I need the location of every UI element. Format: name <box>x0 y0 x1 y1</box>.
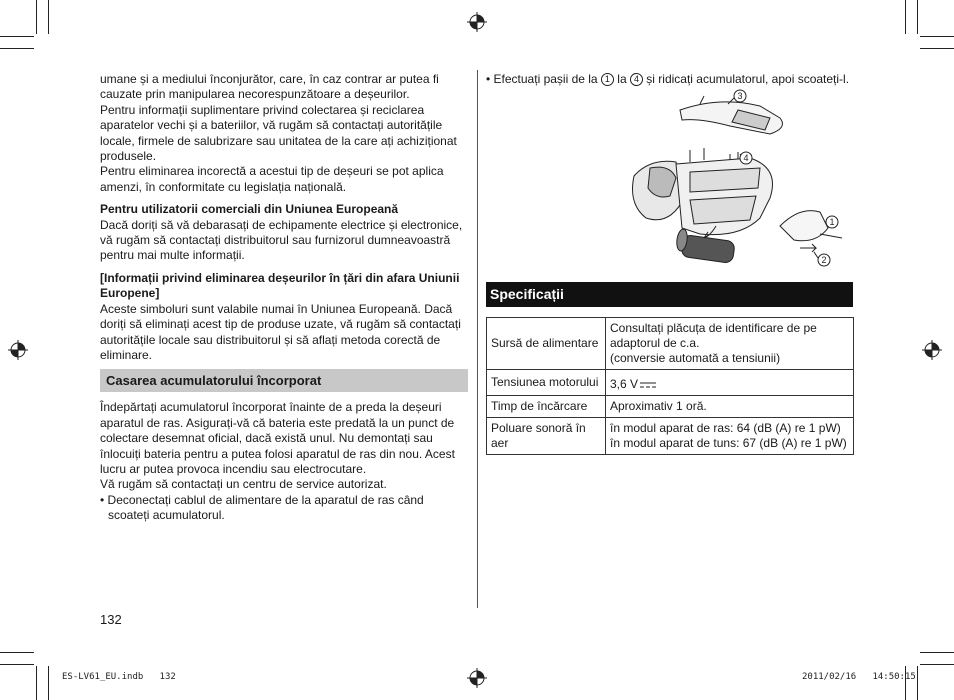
spec-value-cell <box>606 370 854 396</box>
shaver-disassembly-illustration <box>620 88 850 270</box>
registration-mark-icon <box>467 12 487 32</box>
spec-value: 3,6 V <box>610 377 639 391</box>
crop-mark <box>0 36 34 37</box>
subheading-non-eu: [Informații privind eliminarea deșeurilor în țări din afara Uniunii Europene] <box>100 270 460 301</box>
registration-mark-icon <box>467 668 487 688</box>
callout-label: 4 <box>743 153 749 163</box>
registration-mark-icon <box>922 340 942 360</box>
paragraph: Dacă doriți să vă debarasați de echipamente electrice și electronice, vă rugăm să contactați distribuitorul sau furnizorul dumneavoastră pentru mai multe informații. <box>100 217 463 263</box>
crop-mark <box>48 0 49 34</box>
crop-mark <box>36 666 37 700</box>
bullet-item: • Deconectați cablul de alimentare de la aparatul de ras când scoateți acumulatorul. <box>100 492 424 523</box>
paragraph: Pentru informații suplimentare privind colectarea și reciclarea aparatelor vechi și a bateriilor, vă rugăm să contactați autoritățile locale, firmele de salubrizare sau unitatea de la care ați achiziționat produsele. <box>100 102 457 164</box>
slug-file-info: ES-LV61_EU.indb 132 <box>62 672 176 682</box>
crop-mark <box>48 666 49 700</box>
crop-mark <box>0 652 34 653</box>
spec-label: Sursă de alimentare <box>487 318 606 370</box>
table-row <box>487 370 854 396</box>
crop-mark <box>920 48 954 49</box>
section-title-specifications: Specificații <box>486 282 853 307</box>
paragraph: umane și a mediului înconjurător, care, în caz contrar ar putea fi cauzate prin manipularea necorespunzătoare a deșeurilor. <box>100 72 439 102</box>
bullet-text: la <box>613 72 630 86</box>
spec-label: Timp de încărcare <box>487 396 606 418</box>
crop-mark <box>917 0 918 34</box>
paragraph: Pentru eliminarea incorectă a acestui tip de deșeuri se pot aplica amenzi, în conformitate cu legislația națională. <box>100 164 444 194</box>
subheading-eu-commercial: Pentru utilizatorii comerciali din Uniunea Europeană <box>100 202 399 217</box>
right-column <box>486 72 854 87</box>
bullet-text: și ridicați acumulatorul, apoi scoateți-l. <box>642 72 850 86</box>
callout-label: 2 <box>821 255 827 265</box>
crop-mark <box>917 666 918 700</box>
bullet-text: • Efectuați pașii de la <box>486 72 601 86</box>
crop-mark <box>905 0 906 34</box>
column-divider <box>477 70 478 608</box>
spec-value: Consultați plăcuța de identificare de pe adaptorul de c.a. (conversie automată a tensiunii) <box>606 318 854 370</box>
crop-mark <box>920 652 954 653</box>
table-row <box>487 396 854 418</box>
crop-mark <box>920 664 954 665</box>
slug-timestamp: 2011/02/16 14:50:15 <box>802 672 916 682</box>
paragraph: Îndepărtați acumulatorul încorporat înainte de a preda la deșeuri aparatul de ras. Asigurați-vă că bateria este predată la un punct de colectare desemnat oficial, dacă există unul. Nu demontați sau înlocuiți bateria pentru a putea folosi aparatul de ras din nou. Acest lucru ar putea provoca incendiu sau electrocutare. <box>100 400 455 476</box>
spec-label: Poluare sonoră în aer <box>487 418 606 455</box>
step-number: 1 <box>601 73 614 86</box>
callout-label: 1 <box>829 217 835 227</box>
spec-value: în modul aparat de ras: 64 (dB (A) re 1 pW) în modul aparat de tuns: 67 (dB (A) re 1 pW) <box>606 418 854 455</box>
step-number: 4 <box>630 73 643 86</box>
crop-mark <box>0 664 34 665</box>
registration-mark-icon <box>8 340 28 360</box>
paragraph: Vă rugăm să contactați un centru de service autorizat. <box>100 477 387 492</box>
table-row <box>487 318 854 370</box>
spec-label: Tensiunea motorului <box>487 370 606 396</box>
crop-mark <box>36 0 37 34</box>
table-row <box>487 418 854 455</box>
callout-label: 3 <box>737 91 743 101</box>
spec-value: Aproximativ 1 oră. <box>606 396 854 418</box>
left-column <box>100 72 468 524</box>
crop-mark <box>0 48 34 49</box>
page-number: 132 <box>100 612 122 627</box>
paragraph: Aceste simboluri sunt valabile numai în Uniunea Europeană. Dacă doriți să eliminați acest tip de produse uzate, vă rugăm să contactați autoritățile locale sau distribuitorul și să aflați metoda corectă de eliminare. <box>100 301 461 362</box>
specifications-table <box>486 317 854 455</box>
dc-symbol-icon <box>639 381 657 389</box>
crop-mark <box>920 36 954 37</box>
section-title-battery-disposal: Casarea acumulatorului încorporat <box>100 369 468 392</box>
bullet-item <box>486 72 854 87</box>
